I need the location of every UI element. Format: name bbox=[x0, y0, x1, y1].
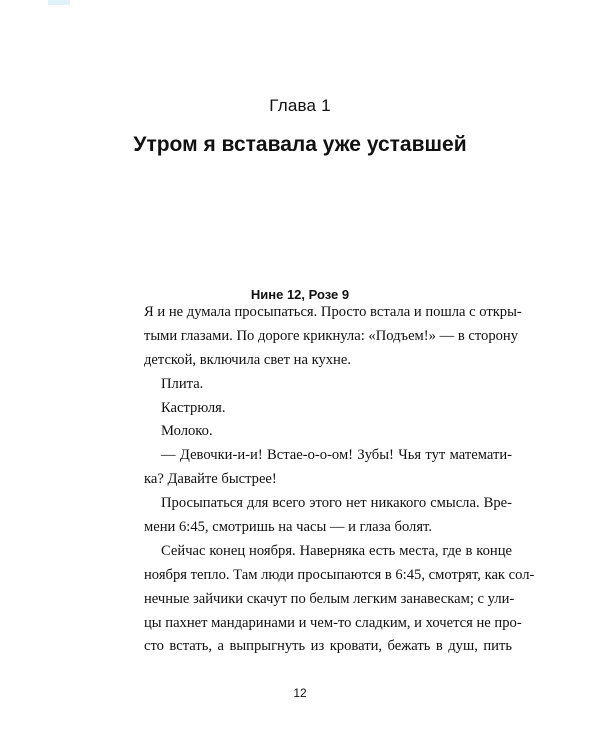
paragraph-line: Кастрюля. bbox=[161, 399, 226, 416]
chapter-label: Глава 1 bbox=[269, 96, 331, 115]
paragraph-line: Плита. bbox=[161, 375, 204, 392]
paragraph-line: тыми глазами. По дороге крикнула: «Подъем!» — в сторону bbox=[144, 327, 519, 344]
paragraph-line: нечные зайчики скачут по белым легким занавескам; с ули- bbox=[144, 590, 515, 607]
paragraph-line: цы пахнет мандаринами и чем-то сладким, и хочется не про- bbox=[144, 614, 522, 631]
chapter-title: Утром я вставала уже уставшей bbox=[133, 133, 467, 156]
paragraph-line: Молоко. bbox=[161, 423, 213, 440]
corner-color-mark bbox=[48, 0, 70, 5]
paragraph-line: Просыпаться для всего этого нет никакого смысла. Вре- bbox=[161, 495, 512, 512]
paragraph-line: Я и не думала просыпаться. Просто встала и пошла с откры- bbox=[144, 304, 522, 320]
page-number: 12 bbox=[293, 686, 307, 700]
paragraph-line: сто встать, а выпрыгнуть из кровати, бежать в душ, пить bbox=[144, 638, 512, 655]
paragraph-line: ноября тепло. Там люди просыпаются в 6:45, смотрят, как сол- bbox=[144, 566, 535, 583]
body-text bbox=[144, 301, 535, 659]
paragraph-line: детской, включила свет на кухне. bbox=[144, 351, 351, 368]
paragraph-line: мени 6:45, смотришь на часы — и глаза болят. bbox=[144, 519, 432, 536]
paragraph-line: — Девочки-и-и! Встае-о-о-ом! Зубы! Чья тут математи- bbox=[161, 447, 512, 464]
paragraph-line: Сейчас конец ноября. Наверняка есть места, где в конце bbox=[161, 542, 512, 559]
section-heading: Нине 12, Розе 9 bbox=[250, 287, 350, 302]
paragraph-line: ка? Давайте быстрее! bbox=[144, 471, 277, 488]
